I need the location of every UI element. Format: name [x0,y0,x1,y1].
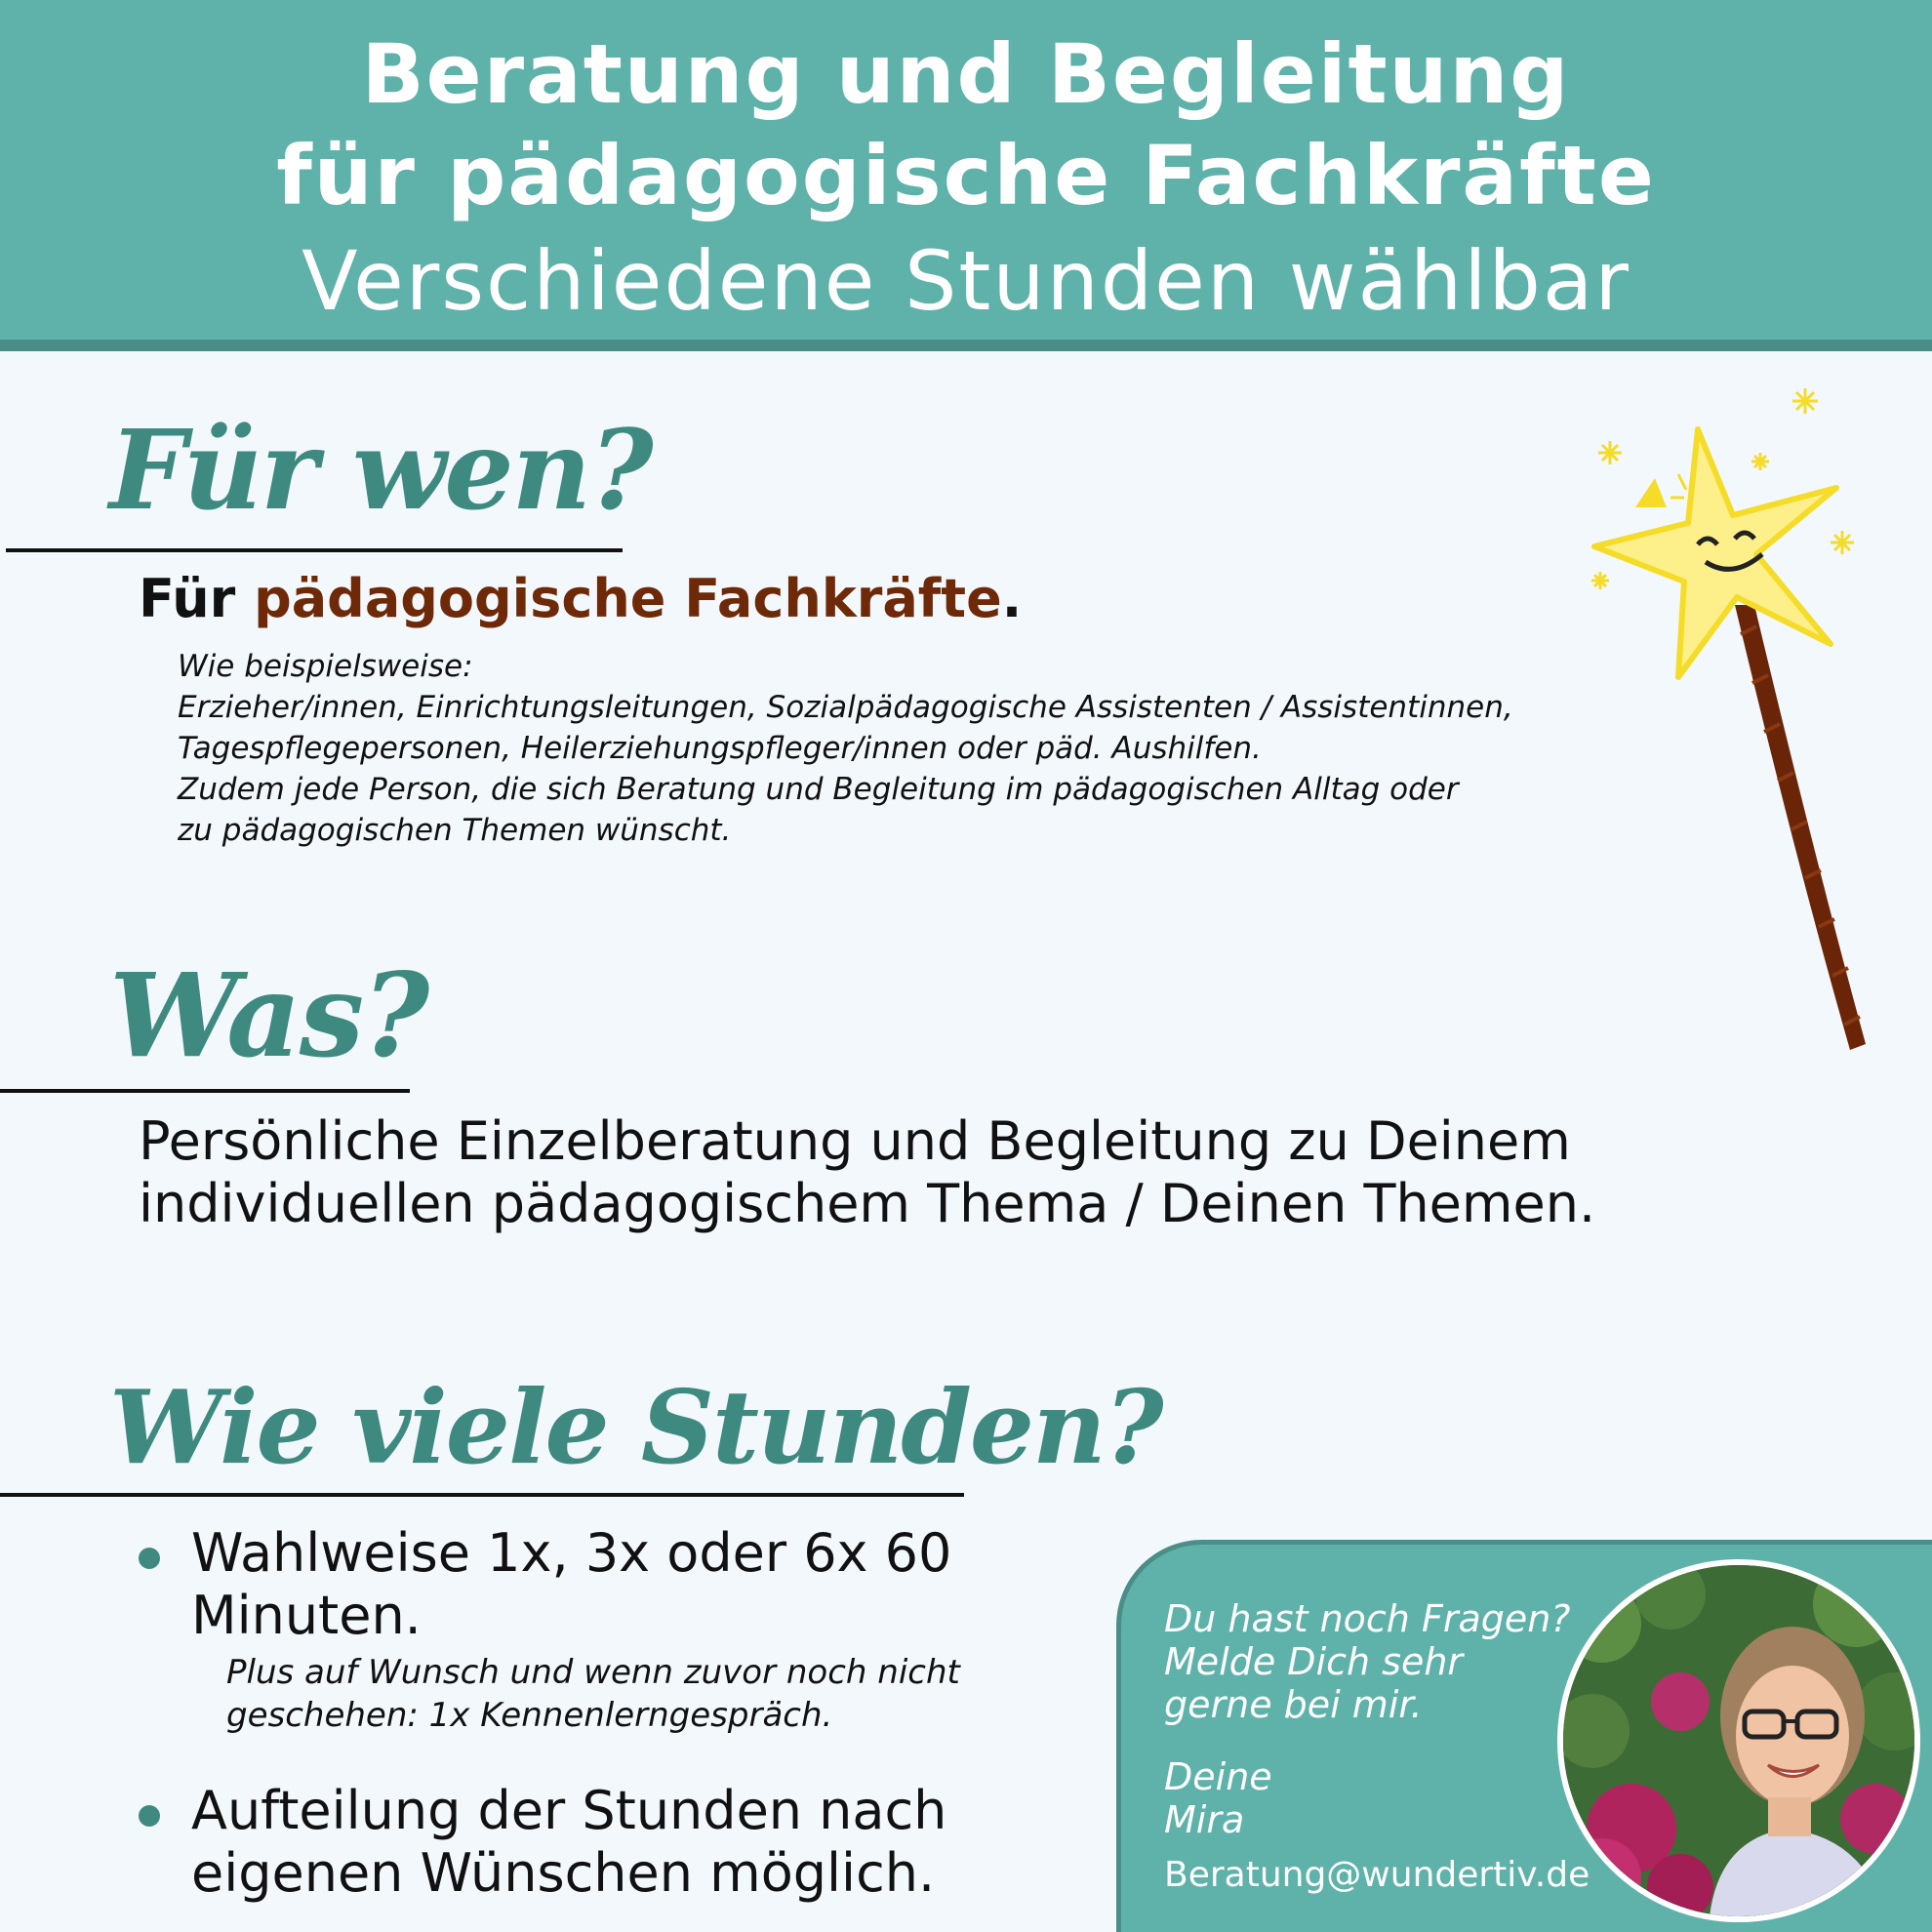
question-line: Melde Dich sehr [1164,1640,1464,1683]
target-suffix: . [1001,568,1023,629]
contact-question [1164,1597,1613,1726]
hours-list [139,1522,1017,1905]
detail-line: Erzieher/innen, Einrichtungsleitungen, Sozialpädagogische Assistenten / Assistentinnen, [178,690,1513,725]
contact-signature [1164,1755,1272,1841]
what-line: Persönliche Einzelberatung und Begleitung zu Deinem [139,1110,1571,1172]
header-banner [0,0,1932,351]
bullet-dot [139,1805,160,1827]
question-line: Du hast noch Fragen? [1164,1597,1571,1640]
list-item [139,1780,1017,1905]
magic-wand-star-icon [1561,371,1893,1073]
bullet-line: Aufteilung der Stunden nach [191,1780,947,1841]
bullet-note [191,1651,1017,1737]
target-group-line [139,568,1022,629]
detail-line: Tagespflegepersonen, Heilerziehungspfleger/innen oder päd. Aushilfen. [178,731,1262,766]
question-line: gerne bei mir. [1164,1683,1423,1726]
heading-fuer-wen: Für wen? [109,407,652,535]
detail-line: Zudem jede Person, die sich Beratung und Begleitung im pädagogischen Alltag oder [178,772,1459,807]
divider-was [0,1089,410,1093]
header-title-line-2: für pädagogische Fachkräfte [276,128,1656,223]
portrait-illustration [1563,1565,1914,1916]
bullet-line: Wahlweise 1x, 3x oder 6x 60 [191,1522,952,1584]
what-line: individuellen pädagogischem Thema / Deinen Themen. [139,1173,1596,1234]
note-line: Plus auf Wunsch und wenn zuvor noch nicht [226,1653,960,1692]
note-line: geschehen: 1x Kennenlerngespräch. [226,1696,833,1735]
header-subtitle: Verschiedene Stunden wählbar [302,233,1630,329]
target-accent: pädagogische Fachkräfte [254,568,1002,629]
signature-line: Mira [1164,1798,1245,1841]
what-description [139,1110,1595,1235]
header-title-line-1: Beratung und Begleitung [361,26,1571,122]
target-prefix: Für [139,568,255,629]
divider-stunden [0,1493,964,1497]
detail-line: Wie beispielsweise: [178,649,473,684]
detail-line: zu pädagogischen Themen wünscht. [178,813,732,848]
signature-line: Deine [1164,1755,1272,1798]
contact-email-link[interactable]: Beratung@wundertiv.de [1164,1855,1590,1895]
bullet-dot [139,1548,160,1569]
heading-was: Was? [109,947,428,1083]
list-item [139,1522,1017,1737]
bullet-line: Minuten. [191,1585,422,1646]
target-group-details [178,646,1513,851]
portrait-photo [1557,1559,1920,1922]
heading-wie-viele-stunden: Wie viele Stunden? [109,1367,1162,1487]
bullet-line: eigenen Wünschen möglich. [191,1842,936,1904]
divider-fuer-wen [6,548,623,552]
